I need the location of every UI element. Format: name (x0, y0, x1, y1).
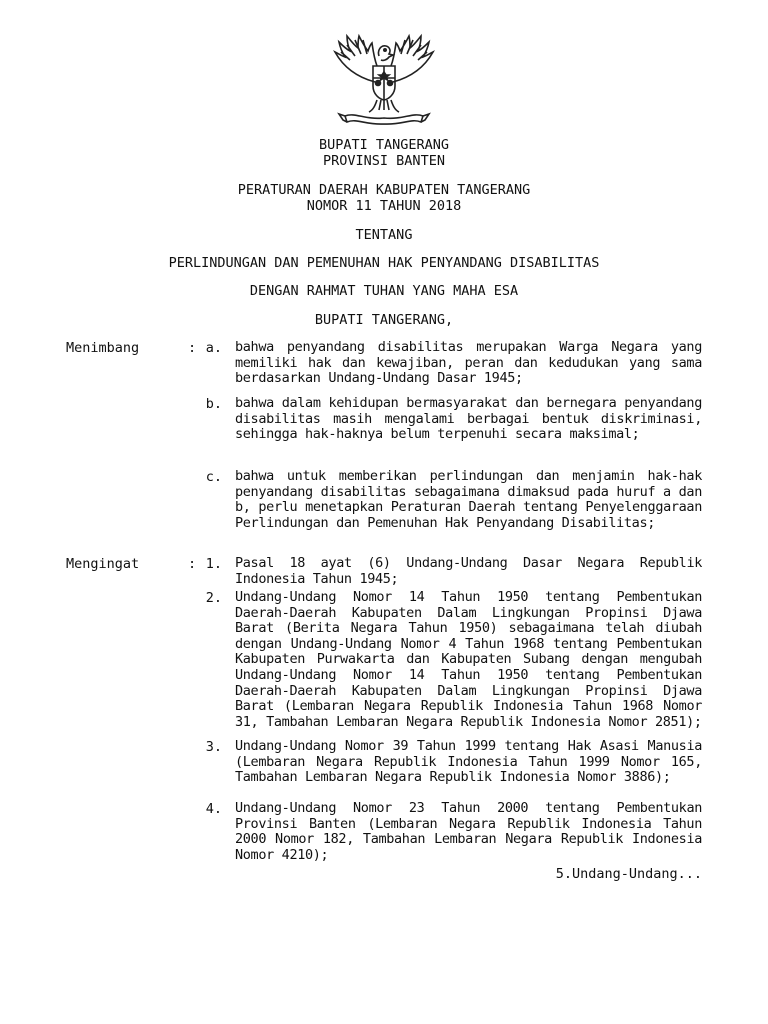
mengingat-item-4: Undang-Undang Nomor 23 Tahun 2000 tentang Pembentukan Provinsi Banten (Lembaran Negara Republik Indonesia Tahun 2000 Nomor 182, Tambahan Lembaran Negara Republik Indonesia Nomor 4210); (235, 800, 702, 863)
menimbang-item-b: bahwa dalam kehidupan bermasyarakat dan bernegara penyandang disabilitas masih mengalami berbagai bentuk diskriminasi, sehingga hak-haknya belum terpenuhi secara maksimal; (235, 395, 702, 443)
next-page-catchword: 5.Undang-Undang... (555, 866, 702, 882)
menimbang-label: Menimbang (66, 340, 140, 356)
regulation-subject: PERLINDUNGAN DAN PEMENUHAN HAK PENYANDANG DISABILITAS (168, 255, 600, 271)
menimbang-item-a: bahwa penyandang disabilitas merupakan Warga Negara yang memiliki hak dan kewajiban, peran dan kedudukan yang sama berdasarkan Undang-Undang Dasar 1945; (235, 339, 702, 387)
mengingat-item-3: Undang-Undang Nomor 39 Tahun 1999 tentang Hak Asasi Manusia (Lembaran Negara Republik Indonesia Tahun 1999 Nomor 165, Tambahan Lembaran Negara Republik Indonesia Nomor 3886); (235, 738, 702, 786)
header-line-2: PROVINSI BANTEN (323, 153, 445, 169)
regent-line: BUPATI TANGERANG, (314, 312, 454, 328)
header-line-1: BUPATI TANGERANG (318, 137, 450, 153)
blessing-line: DENGAN RAHMAT TUHAN YANG MAHA ESA (249, 283, 519, 299)
mengingat-marker-3: 3. (205, 739, 222, 755)
regulation-number: NOMOR 11 TAHUN 2018 (306, 198, 462, 214)
menimbang-marker-b: b. (205, 396, 222, 412)
regulation-title: PERATURAN DAERAH KABUPATEN TANGERANG (237, 182, 531, 198)
garuda-emblem-icon (315, 30, 453, 130)
mengingat-marker-1: 1. (205, 556, 222, 572)
mengingat-label: Mengingat (66, 556, 140, 572)
menimbang-marker-c: c. (205, 469, 222, 485)
mengingat-colon: : (188, 556, 197, 572)
menimbang-colon: : (188, 340, 197, 356)
mengingat-marker-4: 4. (205, 801, 222, 817)
mengingat-marker-2: 2. (205, 590, 222, 606)
about-heading: TENTANG (355, 227, 413, 243)
mengingat-item-1: Pasal 18 ayat (6) Undang-Undang Dasar Negara Republik Indonesia Tahun 1945; (235, 555, 702, 587)
menimbang-marker-a: a. (205, 340, 222, 356)
mengingat-item-2: Undang-Undang Nomor 14 Tahun 1950 tentang Pembentukan Daerah-Daerah Kabupaten Dalam Lingkungan Propinsi Djawa Barat (Berita Negara Tahun 1950) sebagaimana telah diubah dengan Undang-Undang Nomor 4 Tahun 1968 tentang Pembentukan Kabupaten Purwakarta dan Kabupaten Subang dengan mengubah Undang-Undang Nomor 14 Tahun 1950 tentang Pembentukan Daerah-Daerah Kabupaten Dalam Lingkungan Propinsi Djawa Barat (Lembaran Negara Republik Indonesia Tahun 1968 Nomor 31, Tambahan Lembaran Negara Republik Indonesia Nomor 2851); (235, 589, 702, 730)
menimbang-item-c: bahwa untuk memberikan perlindungan dan menjamin hak-hak penyandang disabilitas sebagaimana dimaksud pada huruf a dan b, perlu menetapkan Peraturan Daerah tentang Penyelenggaraan Perlindungan dan Pemenuhan Hak Penyandang Disabilitas; (235, 468, 702, 531)
